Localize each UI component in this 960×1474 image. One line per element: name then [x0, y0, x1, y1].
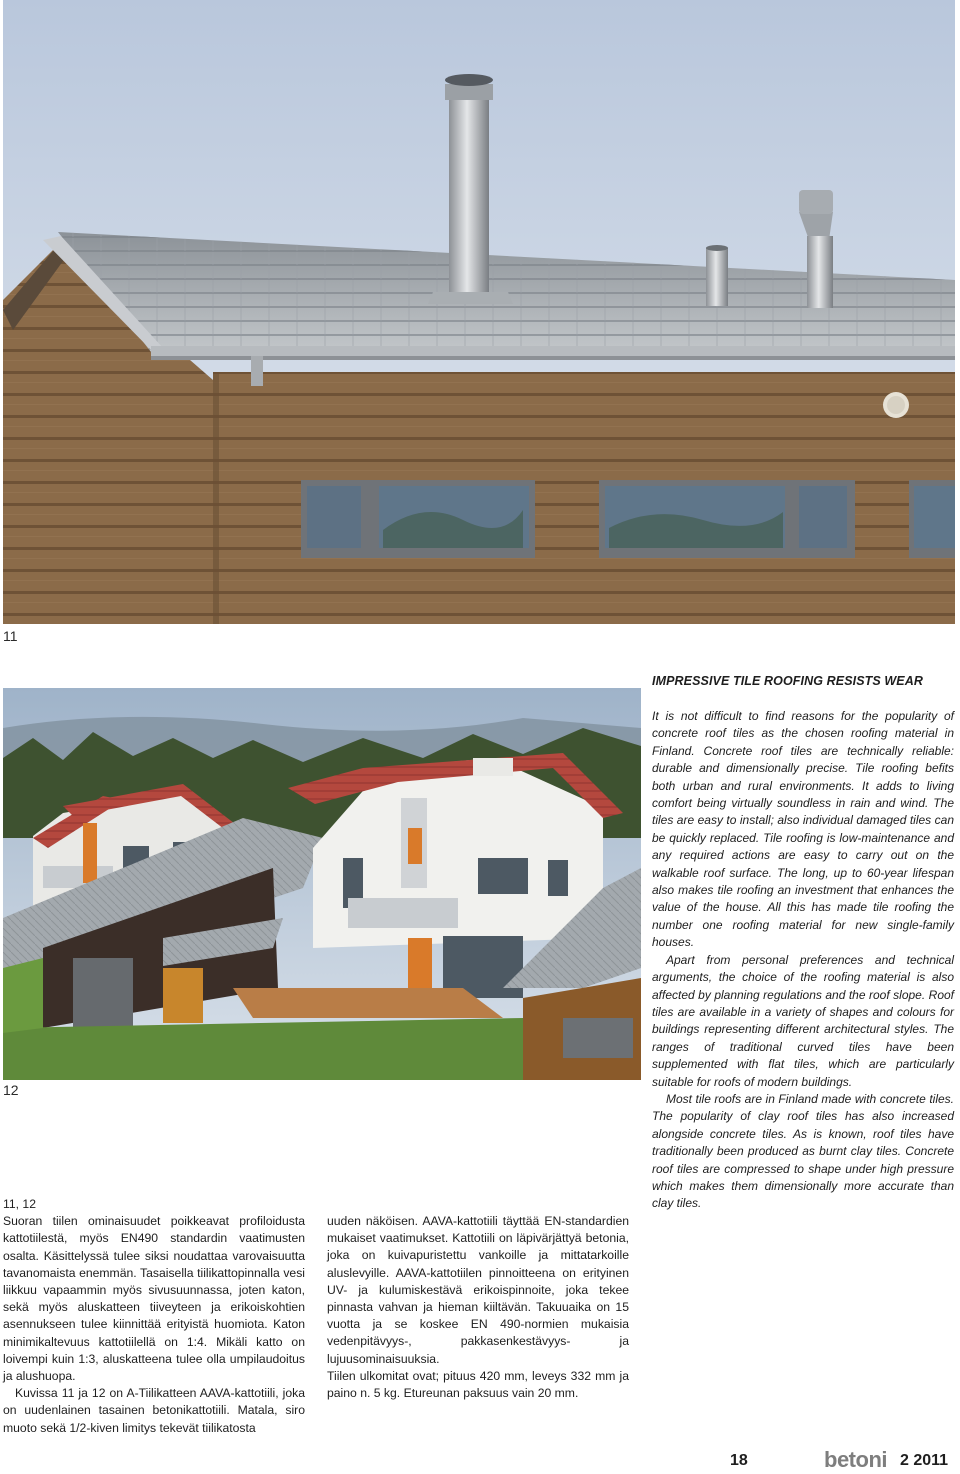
caption-label: 11, 12: [3, 1197, 36, 1211]
finnish-column-1: [3, 1196, 305, 1437]
english-paragraph: Apart from personal preferences and technical arguments, the choice of the roofing material is also affected by planning regulations and the roof slope. Roof tiles are available in a variety of shapes and colours for buildings representing different architectural styles. The ranges of traditional curved tiles have been supplemented with flat tiles, which are particularly suitable for roofs of modern buildings.: [652, 952, 954, 1089]
english-heading: IMPRESSIVE TILE ROOFING RESISTS WEAR: [652, 674, 923, 688]
finnish-paragraph: Kuvissa 11 ja 12 on A-Tiilikatteen AAVA-kattotiili, joka on uudenlainen tasainen betonikattotiili. Matala, siro muoto sekä 1/2-kiven limitys tekevät tiilikatosta: [3, 1386, 305, 1435]
brand-logo: betoni: [824, 1447, 887, 1472]
english-article: [652, 708, 954, 1213]
english-paragraph: Most tile roofs are in Finland made with concrete tiles. The popularity of clay roof tiles has also increased alongside concrete tiles. As is known, roof tiles have traditionally been produced as burnt clay tiles. Concrete roof tiles are compressed to shape under high pressure which makes them dimensionally more accurate than clay tiles.: [652, 1091, 954, 1211]
finnish-paragraph: uuden näköisen. AAVA-kattotiili täyttää EN-standardien mukaiset vaatimukset. Kattotiili on läpivärjättyä betonia, joka on kuivapuristettu vankoille ja mittatarkoille aluslevyille. AAVA-kattotiilen pinnoitteena on erityinen UV- ja kulumiskestävä erikoispinnoite, joka tekee pinnasta vahvan ja hieman kiiltävän. Takuuaika on 15 vuotta ja se koskee EN 490-normien mukaisia vedenpitävyys-, pakkasenkestävyys- ja lujuusominaisuuksia.: [327, 1214, 629, 1366]
figure-number-11: 11: [3, 628, 18, 644]
english-paragraph: It is not difficult to find reasons for the popularity of concrete roof tiles as the chosen roofing material in Finland. Concrete roof tiles are technically reliable: durable and dimensionally precise. Tile roofing befits both urban and rural environments. It adds to living comfort being virtually soundless in rain and wind. The tiles are easy to install; also individual damaged tiles can be quickly replaced. Tile roofing is low-maintenance and any required actions are easy to carry out on the walkable roof surface. The long, up to 60-year lifespan also makes tile roofing an investment that enhances the value of the house. All this has made tile roofing the number one roofing material for new single-family houses.: [652, 709, 954, 950]
page-number: 18: [730, 1452, 748, 1469]
photo-11: [3, 0, 955, 624]
finnish-paragraph: Tiilen ulkomitat ovat; pituus 420 mm, leveys 332 mm ja paino n. 5 kg. Etureunan paksuus vain 20 mm.: [327, 1368, 629, 1401]
finnish-column-2: [327, 1213, 629, 1402]
figure-number-12: 12: [3, 1082, 19, 1098]
issue-number: 2 2011: [900, 1452, 949, 1469]
finnish-paragraph: Suoran tiilen ominaisuudet poikkeavat profiloidusta kattotiilestä, myös EN490 standardin vaatimusten osalta. Käsittelyssä tulee siksi noudattaa varovaisuutta tavanomaista enemmän. Tasaisella tiilikattopinnalla vesi liikkuu vapaammin myös sivusuunnassa, joten katon, sekä myös aluskatteen tiiveyteen ja erikoiskohtien asennukseen tulee kiinnittää erityistä huomiota. Katon minimikaltevuus kattotiilellä on 1:4. Mikäli katto on loivempi kuin 1:3, aluskatteena tulee olla umpilaudoitus ja alushuopa.: [3, 1214, 305, 1384]
photo-12: [3, 688, 641, 1080]
